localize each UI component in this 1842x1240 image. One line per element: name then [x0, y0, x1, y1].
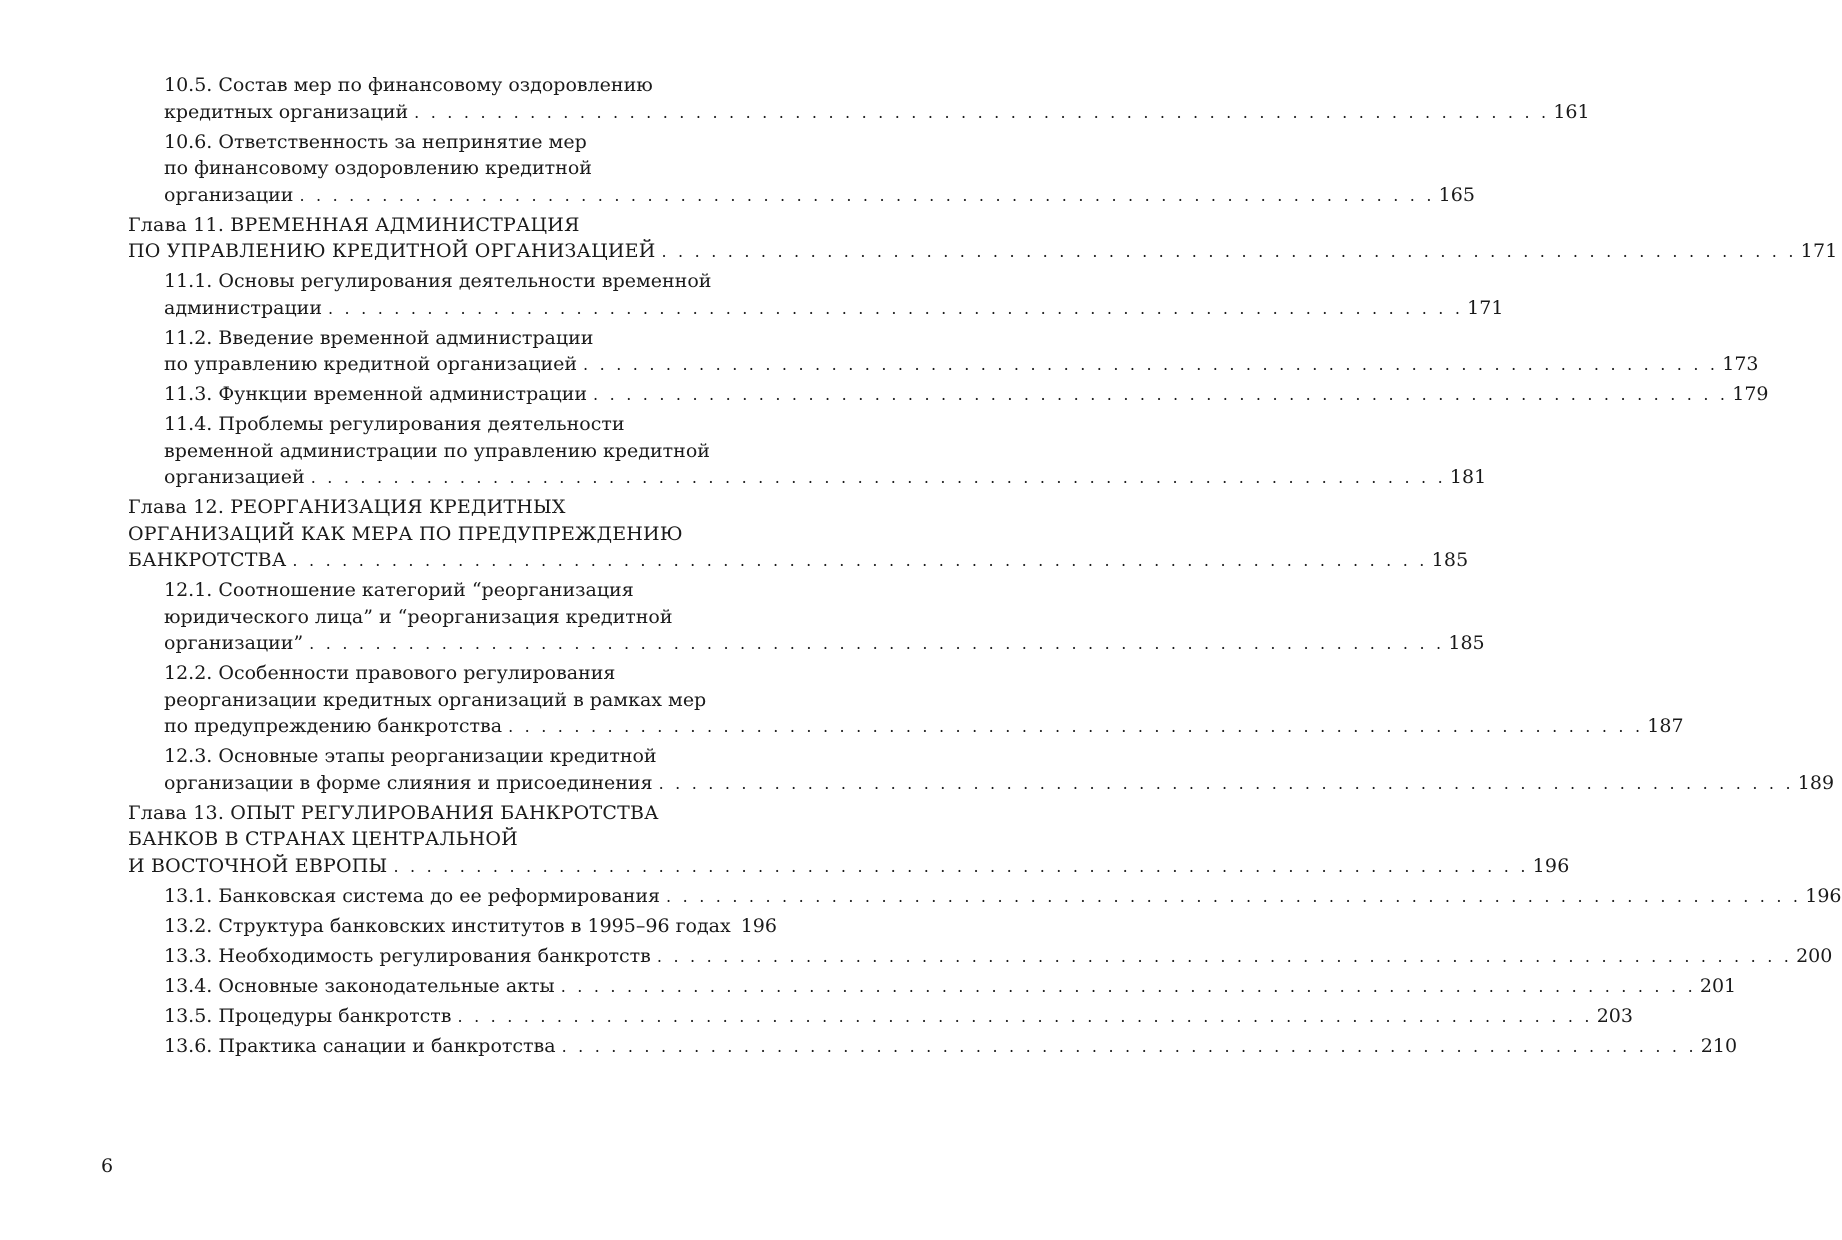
toc-entry-line: организации”	[164, 632, 304, 654]
toc-entry-line: Глава 11. ВРЕМЕННАЯ АДМИНИСТРАЦИЯ	[128, 213, 580, 236]
dot-leader: . . . . . . . . . . . . . . . . . . . . . . . . . . . . . . . . . . . . . . . . . . . . . . . . . . . . . . . . . . . . . . . . . . . . .	[457, 1006, 1593, 1026]
toc-entry-line: 11.3. Функции временной администрации	[164, 383, 588, 405]
toc-entry-line: 10.6. Ответственность за непринятие мер	[164, 130, 587, 153]
toc-page-number: 196	[1805, 884, 1842, 907]
toc-entry-last-line	[164, 381, 1769, 409]
dot-leader: . . . . . . . . . . . . . . . . . . . . . . . . . . . . . . . . . . . . . . . . . . . . . . . . . . . . . . . . . . . . . . . . . . . . .	[299, 185, 1435, 205]
toc-entry-last-line	[164, 630, 1485, 658]
toc-section-entry	[128, 913, 777, 941]
toc-section-entry	[128, 943, 1833, 971]
toc-entry-line: по управлению кредитной организацией	[164, 353, 578, 375]
dot-leader: . . . . . . . . . . . . . . . . . . . . . . . . . . . . . . . . . . . . . . . . . . . . . . . . . . . . . . . . . . . . . . . . . . . . .	[666, 886, 1802, 906]
toc-chapter-entry	[128, 494, 1469, 575]
toc-section-entry	[128, 743, 1835, 797]
toc-section-entry	[128, 973, 1737, 1001]
dot-leader: . . . . . . . . . . . . . . . . . . . . . . . . . . . . . . . . . . . . . . . . . . . . . . . . . . . . . . . . . . . . . . . . . . . . .	[560, 976, 1696, 996]
toc-entry-line: организацией	[164, 466, 305, 488]
toc-entry-line: 13.6. Практика санации и банкротства	[164, 1034, 556, 1057]
dot-leader: . . . . . . . . . . . . . . . . . . . . . . . . . . . . . . . . . . . . . . . . . . . . . . . . . . . . . . . . . . . . . . . . . . . . .	[561, 1036, 1697, 1056]
toc-section-entry	[128, 381, 1769, 409]
toc-entry-last-line	[164, 464, 1487, 492]
toc-page-number: 161	[1553, 100, 1590, 123]
toc-entry-line: БАНКРОТСТВА	[128, 549, 287, 571]
toc-entry-line: И ВОСТОЧНОЙ ЕВРОПЫ	[128, 854, 388, 877]
toc-page-number: 196	[740, 914, 777, 937]
toc-entry-line: 12.3. Основные этапы реорганизации кредитной	[164, 745, 657, 767]
toc-page-number: 187	[1647, 715, 1684, 737]
toc-page-number: 179	[1732, 383, 1769, 405]
toc-section-entry	[128, 129, 1475, 210]
toc-entry-last-line	[164, 770, 1835, 798]
toc-entry-line: администрации	[164, 296, 322, 319]
toc-chapter-entry	[128, 212, 1838, 266]
toc-page-number: 185	[1431, 549, 1469, 571]
dot-leader: . . . . . . . . . . . . . . . . . . . . . . . . . . . . . . . . . . . . . . . . . . . . . . . . . . . . . . . . . . . . . . . . . . . . .	[593, 385, 1729, 404]
toc-entry-last-line	[164, 913, 777, 941]
toc-section-entry	[128, 325, 1759, 379]
toc-entry-line: организации	[164, 183, 294, 206]
toc-page-number: 201	[1699, 974, 1737, 997]
toc-entry-line: 13.4. Основные законодательные акты	[164, 974, 555, 997]
toc-entry-line: по предупреждению банкротства	[164, 715, 503, 737]
toc-section-entry	[128, 72, 1590, 126]
toc-page-number: 173	[1722, 353, 1759, 375]
dot-leader: . . . . . . . . . . . . . . . . . . . . . . . . . . . . . . . . . . . . . . . . . . . . . . . . . . . . . . . . . . . . . . . . . . . . .	[327, 298, 1464, 318]
toc-page-number: 196	[1532, 854, 1570, 877]
toc-section-entry	[128, 268, 1504, 322]
toc-entry-last-line	[164, 182, 1475, 210]
toc-entry-line: Глава 12. РЕОРГАНИЗАЦИЯ КРЕДИТНЫХ	[128, 496, 566, 518]
toc-entry-line: 12.2. Особенности правового регулирования	[164, 662, 616, 684]
toc-entry-line: Глава 13. ОПЫТ РЕГУЛИРОВАНИЯ БАНКРОТСТВА	[128, 801, 659, 824]
toc-entry-last-line	[164, 99, 1590, 127]
toc-entry-line: организации в форме слияния и присоединения	[164, 771, 653, 794]
page-number: 6	[101, 1155, 114, 1177]
toc-entry-last-line	[164, 351, 1759, 379]
toc-section-entry	[128, 1033, 1738, 1061]
toc-page-number: 171	[1800, 240, 1838, 262]
toc-entry-last-line	[164, 295, 1504, 323]
dot-leader: . . . . . . . . . . . . . . . . . . . . . . . . . . . . . . . . . . . . . . . . . . . . . . . . . . . . . . . . . . . . . . . . . . . . .	[661, 242, 1797, 261]
toc-page-number: 181	[1449, 466, 1487, 488]
toc-page-number: 185	[1448, 632, 1485, 654]
dot-leader: . . . . . . . . . . . . . . . . . . . . . . . . . . . . . . . . . . . . . . . . . . . . . . . . . . . . . . . . . . . . . . . . . . . . .	[414, 102, 1550, 122]
toc-entry-line: 13.1. Банковская система до ее реформирования	[164, 884, 661, 907]
toc-entry-last-line	[128, 547, 1469, 575]
toc-entry-last-line	[164, 943, 1833, 971]
toc-entry-last-line	[164, 883, 1842, 911]
toc-page-number: 189	[1797, 771, 1835, 794]
dot-leader: . . . . . . . . . . . . . . . . . . . . . . . . . . . . . . . . . . . . . . . . . . . . . . . . . . . . . . . . . . . . . . . . . . . . .	[656, 946, 1793, 966]
toc-page-number: 200	[1796, 944, 1833, 967]
toc-entry-last-line	[164, 713, 1684, 741]
toc-entry-last-line	[128, 853, 1570, 881]
toc-section-entry	[128, 577, 1485, 658]
toc-entry-line: 13.2. Структура банковских институтов в 1995–96 годах	[164, 914, 731, 937]
toc-entry-last-line	[164, 1033, 1738, 1061]
toc-entry-line: 10.5. Состав мер по финансовому оздоровлению	[164, 74, 653, 96]
toc-entry-line: по финансовому оздоровлению кредитной	[164, 157, 592, 179]
toc-entry-last-line	[164, 1003, 1633, 1031]
toc-page-number: 171	[1467, 296, 1504, 319]
toc-entry-line: 13.3. Необходимость регулирования банкротств	[164, 944, 651, 967]
toc-section-entry	[128, 883, 1842, 911]
toc-entry-line: временной администрации по управлению кредитной	[164, 439, 710, 462]
dot-leader: . . . . . . . . . . . . . . . . . . . . . . . . . . . . . . . . . . . . . . . . . . . . . . . . . . . . . . . . . . . . . . . . . . . . .	[310, 468, 1446, 487]
toc-entry-line: 11.4. Проблемы регулирования деятельности	[164, 413, 625, 435]
toc-entry-line: 11.1. Основы регулирования деятельности временной	[164, 270, 712, 292]
toc-entry-line: ПО УПРАВЛЕНИЮ КРЕДИТНОЙ ОРГАНИЗАЦИЕЙ	[128, 240, 656, 262]
dot-leader: . . . . . . . . . . . . . . . . . . . . . . . . . . . . . . . . . . . . . . . . . . . . . . . . . . . . . . . . . . . . . . . . . . . . .	[508, 717, 1644, 736]
toc-page-number: 210	[1700, 1034, 1738, 1057]
toc-entry-line: юридического лица” и “реорганизация кредитной	[164, 605, 673, 628]
dot-leader: . . . . . . . . . . . . . . . . . . . . . . . . . . . . . . . . . . . . . . . . . . . . . . . . . . . . . . . . . . . . . . . . . . . . .	[658, 773, 1794, 793]
toc-entry-line: 12.1. Соотношение категорий “реорганизация	[164, 579, 634, 601]
toc-entry-line: кредитных организаций	[164, 100, 409, 123]
dot-leader: . . . . . . . . . . . . . . . . . . . . . . . . . . . . . . . . . . . . . . . . . . . . . . . . . . . . . . . . . . . . . . . . . . . . .	[292, 551, 1428, 570]
toc-section-entry	[128, 660, 1684, 741]
toc-entry-last-line	[164, 973, 1737, 1001]
toc-entry-line: БАНКОВ В СТРАНАХ ЦЕНТРАЛЬНОЙ	[128, 828, 518, 850]
toc-chapter-entry	[128, 800, 1570, 881]
dot-leader: . . . . . . . . . . . . . . . . . . . . . . . . . . . . . . . . . . . . . . . . . . . . . . . . . . . . . . . . . . . . . . . . . . . . .	[583, 355, 1719, 374]
dot-leader: . . . . . . . . . . . . . . . . . . . . . . . . . . . . . . . . . . . . . . . . . . . . . . . . . . . . . . . . . . . . . . . . . . . . .	[309, 634, 1445, 653]
toc-section-entry	[128, 1003, 1633, 1031]
toc-page-number: 203	[1596, 1004, 1633, 1027]
toc-page-number: 165	[1438, 183, 1475, 206]
toc-entry-line: 13.5. Процедуры банкротств	[164, 1004, 452, 1027]
toc-entry-line: реорганизации кредитных организаций в рамках мер	[164, 688, 707, 711]
toc-entry-line: 11.2. Введение временной администрации	[164, 326, 594, 349]
dot-leader: . . . . . . . . . . . . . . . . . . . . . . . . . . . . . . . . . . . . . . . . . . . . . . . . . . . . . . . . . . . . . . . . . . . . .	[393, 856, 1529, 876]
toc-entry-line: ОРГАНИЗАЦИЙ КАК МЕРА ПО ПРЕДУПРЕЖДЕНИЮ	[128, 522, 683, 545]
toc-entry-last-line	[128, 238, 1838, 266]
toc-section-entry	[128, 411, 1487, 492]
table-of-contents	[128, 72, 1842, 1063]
